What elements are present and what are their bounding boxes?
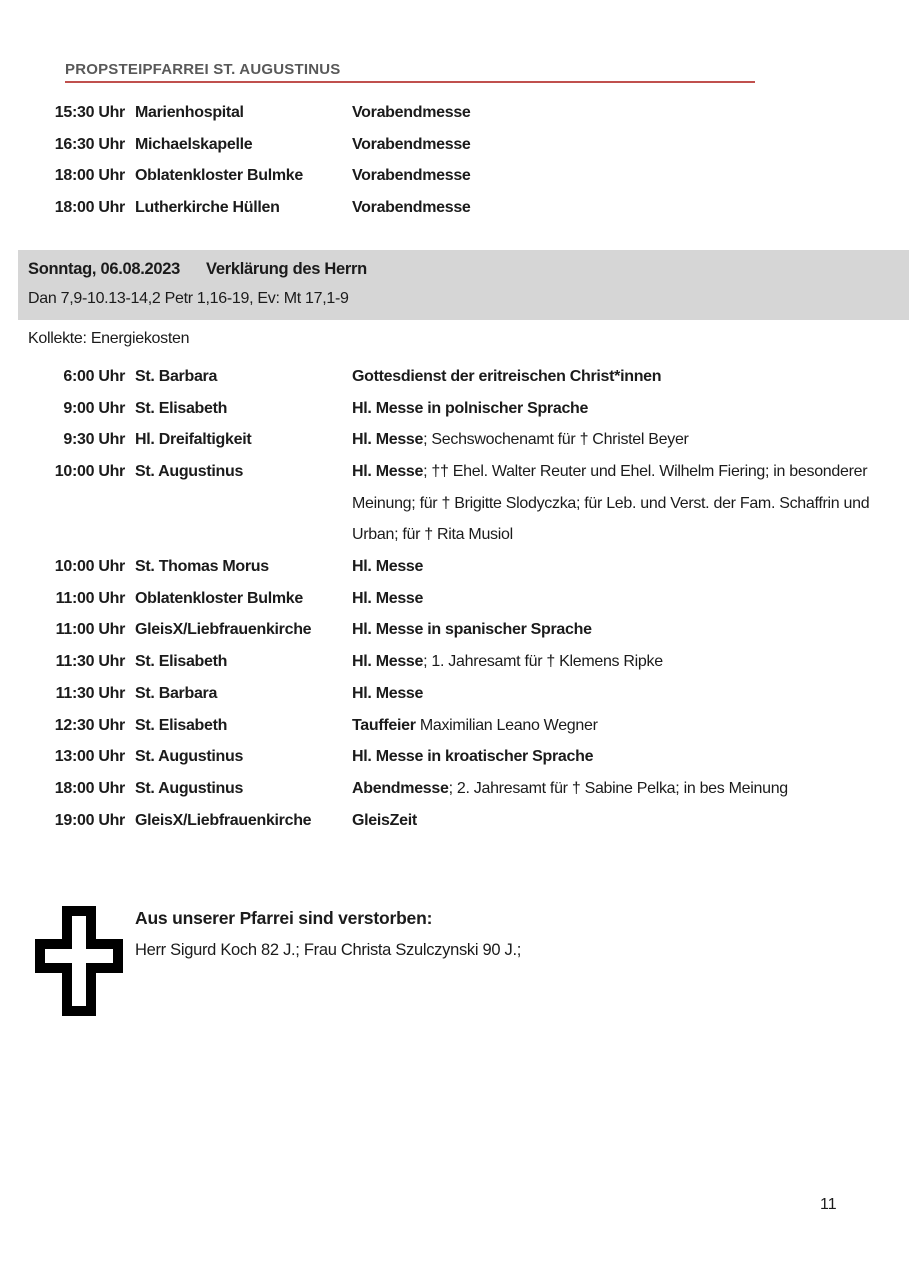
row-description (352, 741, 909, 773)
masthead (0, 0, 909, 83)
schedule-row (0, 361, 909, 393)
row-time: 11:30 Uhr (55, 653, 125, 671)
row-location: St. Elisabeth (135, 653, 228, 671)
row-description-bold: Hl. Messe in kroatischer Sprache (352, 748, 594, 766)
row-description-bold: Hl. Messe (352, 653, 424, 671)
schedule-row (0, 456, 909, 551)
parish-header: PROPSTEIPFARREI ST. AUGUSTINUS (65, 61, 341, 78)
schedule-row (0, 192, 909, 224)
deceased-text (135, 906, 521, 960)
row-description (352, 424, 909, 456)
row-description-bold: Vorabendmesse (352, 199, 471, 217)
row-description-rest: ; †† Ehel. Walter Reuter und Ehel. Wilhelm Fiering; in besonderer Meinung; für † Brigitte Slodyczka; für Leb. und Verst. der Fam. Schaffrin und Urban; für † Rita Musiol (352, 462, 870, 544)
deceased-heading: Aus unserer Pfarrei sind verstorben: (135, 908, 433, 929)
row-location: Oblatenkloster Bulmke (135, 589, 303, 607)
schedule-row (0, 129, 909, 161)
schedule-row (0, 741, 909, 773)
row-time: 9:30 Uhr (63, 431, 125, 449)
day-banner-date: Sonntag, 06.08.2023 (28, 259, 181, 278)
row-time: 16:30 Uhr (54, 135, 125, 153)
deceased-names: Herr Sigurd Koch 82 J.; Frau Christa Szulczynski 90 J.; (135, 941, 522, 960)
page-number: 11 (820, 1196, 837, 1213)
row-description-bold: Hl. Messe in spanischer Sprache (352, 621, 592, 639)
row-description (352, 773, 909, 805)
row-description (352, 678, 909, 710)
row-location: Lutherkirche Hüllen (135, 199, 280, 217)
row-description-bold: Hl. Messe (352, 431, 424, 449)
row-time: 18:00 Uhr (54, 199, 125, 217)
schedule-row (0, 805, 909, 837)
row-description (352, 192, 909, 224)
row-description-bold: Tauffeier (352, 716, 416, 734)
row-location: St. Augustinus (135, 748, 244, 766)
schedule-row (0, 393, 909, 425)
row-description-bold: Vorabendmesse (352, 104, 471, 121)
schedule-row (0, 773, 909, 805)
row-description-bold: Vorabendmesse (352, 135, 471, 153)
row-time: 13:00 Uhr (54, 748, 125, 766)
row-description (352, 805, 909, 837)
row-location: St. Elisabeth (135, 716, 228, 734)
schedule-row (0, 710, 909, 742)
row-description-bold: Vorabendmesse (352, 167, 471, 185)
schedule-row (0, 678, 909, 710)
row-description-bold: Hl. Messe (352, 558, 424, 576)
row-time: 10:00 Uhr (54, 462, 125, 480)
row-time: 18:00 Uhr (54, 779, 125, 797)
row-time: 6:00 Uhr (63, 367, 125, 385)
row-description (352, 583, 909, 615)
row-time: 9:00 Uhr (63, 399, 125, 417)
day-banner-feast: Verklärung des Herrn (206, 259, 367, 278)
row-location: Hl. Dreifaltigkeit (135, 431, 252, 449)
schedule-row (0, 614, 909, 646)
schedule-row (0, 583, 909, 615)
row-description (352, 646, 909, 678)
deceased-section (35, 906, 909, 1016)
row-description (352, 456, 909, 551)
row-location: St. Barbara (135, 367, 218, 385)
row-location: St. Elisabeth (135, 399, 228, 417)
schedule-row (0, 646, 909, 678)
cross-icon (35, 906, 123, 1016)
row-description-bold: Abendmesse (352, 779, 449, 797)
row-description-bold: Hl. Messe (352, 462, 424, 480)
row-description-bold: Hl. Messe (352, 589, 424, 607)
row-location: St. Barbara (135, 684, 218, 702)
row-location: St. Augustinus (135, 462, 244, 480)
day-banner-readings: Dan 7,9-10.13-14,2 Petr 1,16-19, Ev: Mt 17,1-9 (28, 289, 349, 307)
row-time: 15:30 Uhr (54, 104, 125, 121)
row-time: 19:00 Uhr (54, 811, 125, 829)
row-description-rest: ; 2. Jahresamt für † Sabine Pelka; in bes Meinung (448, 779, 788, 797)
row-description-rest: ; Sechswochenamt für † Christel Beyer (423, 431, 689, 449)
row-description-rest: ; 1. Jahresamt für † Klemens Ripke (423, 653, 663, 671)
day-banner-title (28, 254, 899, 284)
row-location: Marienhospital (135, 104, 244, 121)
row-time: 11:00 Uhr (55, 621, 125, 639)
schedule-row (0, 160, 909, 192)
kollekte-note: Kollekte: Energiekosten (28, 329, 190, 347)
row-time: 10:00 Uhr (54, 558, 125, 576)
row-description-bold: Gottesdienst der eritreischen Christ*innen (352, 367, 662, 385)
row-description-bold: GleisZeit (352, 811, 417, 829)
row-location: Michaelskapelle (135, 135, 253, 153)
row-time: 12:30 Uhr (54, 716, 125, 734)
row-time: 18:00 Uhr (54, 167, 125, 185)
row-description-rest: Maximilian Leano Wegner (415, 716, 598, 734)
row-description (352, 393, 909, 425)
row-description (352, 129, 909, 161)
row-location: GleisX/Liebfrauenkirche (135, 811, 312, 829)
vorabend-schedule (0, 97, 909, 224)
header-rule (65, 81, 755, 83)
row-description (352, 614, 909, 646)
day-banner (18, 250, 909, 320)
row-description-bold: Hl. Messe (352, 684, 424, 702)
row-description (352, 361, 909, 393)
row-time: 11:00 Uhr (55, 589, 125, 607)
row-time: 11:30 Uhr (55, 684, 125, 702)
row-location: Oblatenkloster Bulmke (135, 167, 303, 185)
row-location: St. Thomas Morus (135, 558, 269, 576)
row-description (352, 97, 909, 129)
row-description (352, 160, 909, 192)
schedule-row (0, 551, 909, 583)
row-description (352, 710, 909, 742)
row-description (352, 551, 909, 583)
row-description-bold: Hl. Messe in polnischer Sprache (352, 399, 589, 417)
schedule-row (0, 424, 909, 456)
row-location: St. Augustinus (135, 779, 244, 797)
sunday-schedule (0, 361, 909, 837)
row-location: GleisX/Liebfrauenkirche (135, 621, 312, 639)
schedule-row (0, 97, 909, 129)
